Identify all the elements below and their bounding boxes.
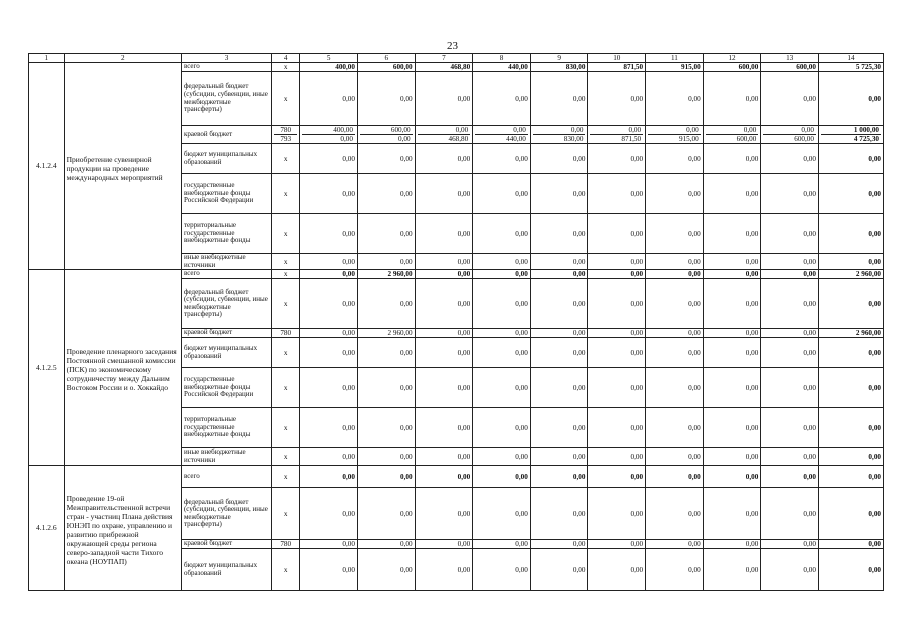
budget-code [272,126,300,144]
year-value: 0,00 [530,540,588,549]
total-value: 0,00 [818,549,883,591]
year-value: 400,00 [300,63,358,72]
year-value: 0,00 [703,466,761,488]
total-value: 0,00 [818,279,883,329]
year-value: 0,00 [646,279,704,329]
year-value: 0,00 [761,338,819,368]
budget-code: х [272,368,300,408]
funding-source: иные внебюджетные источники [181,254,271,270]
year-value: 0,00 [588,448,646,466]
year-value: 0,00 [300,549,358,591]
year-value: 0,00 [588,174,646,214]
year-value: 600,00 [761,63,819,72]
year-value: 0,00 [473,338,531,368]
funding-source: иные внебюджетные источники [181,448,271,466]
column-number: 1 [29,54,65,63]
year-value: 0,00 [530,174,588,214]
year-value: 0,00 [646,488,704,540]
year-value-part: 600,00 [360,126,413,135]
year-value: 0,00 [761,549,819,591]
section-name: Проведение пленарного заседания Постоянной смешанной комиссии (ПСК) по экономическому сотрудничеству между Дальним Востоком России и о. Хоккайдо [64,270,181,466]
year-value: 0,00 [473,488,531,540]
total-value: 0,00 [818,144,883,174]
funding-source: всего [181,466,271,488]
year-value: 0,00 [473,329,531,338]
year-value [357,126,415,144]
year-value-part: 871,50 [621,135,642,143]
year-value: 0,00 [761,214,819,254]
year-value: 0,00 [357,254,415,270]
year-value: 0,00 [703,549,761,591]
budget-code: х [272,72,300,126]
funding-source: территориальные государственные внебюджетные фонды [181,214,271,254]
year-value: 0,00 [703,338,761,368]
year-value: 0,00 [588,549,646,591]
year-value: 0,00 [530,214,588,254]
section-name: Приобретение сувенирной продукции на проведение международных мероприятий [64,63,181,270]
year-value: 0,00 [473,368,531,408]
year-value: 0,00 [761,408,819,448]
column-number: 14 [818,54,883,63]
total-value-part: 1 000,00 [821,126,881,135]
year-value: 0,00 [415,466,473,488]
year-value: 0,00 [646,549,704,591]
year-value: 0,00 [473,448,531,466]
year-value: 0,00 [703,448,761,466]
year-value: 0,00 [473,270,531,279]
total-value: 0,00 [818,488,883,540]
year-value: 0,00 [473,72,531,126]
total-value-part: 4 725,30 [853,135,879,143]
year-value-part: 0,00 [475,126,528,135]
year-value: 0,00 [415,540,473,549]
year-value: 0,00 [588,254,646,270]
year-value: 0,00 [300,338,358,368]
year-value: 0,00 [646,329,704,338]
year-value: 0,00 [530,329,588,338]
section-code: 4.1.2.6 [29,466,65,591]
year-value: 0,00 [300,279,358,329]
column-number: 11 [646,54,704,63]
year-value: 0,00 [761,466,819,488]
year-value: 0,00 [415,144,473,174]
year-value: 0,00 [761,144,819,174]
year-value: 915,00 [646,63,704,72]
year-value: 0,00 [357,408,415,448]
budget-code: х [272,338,300,368]
total-value: 0,00 [818,254,883,270]
year-value: 0,00 [300,368,358,408]
table-row [29,270,884,279]
year-value: 0,00 [646,466,704,488]
budget-code: х [272,254,300,270]
year-value: 0,00 [588,368,646,408]
funding-source: государственные внебюджетные фонды Российской Федерации [181,174,271,214]
year-value: 0,00 [703,214,761,254]
year-value: 0,00 [761,448,819,466]
year-value: 0,00 [415,408,473,448]
year-value-part: 0,00 [706,126,759,135]
total-value: 0,00 [818,214,883,254]
year-value: 0,00 [473,540,531,549]
year-value: 0,00 [357,368,415,408]
year-value: 0,00 [415,338,473,368]
year-value: 0,00 [473,466,531,488]
year-value: 0,00 [300,329,358,338]
year-value: 0,00 [530,466,588,488]
total-value: 0,00 [818,174,883,214]
year-value-part: 0,00 [590,126,643,135]
funding-source: краевой бюджет [181,329,271,338]
year-value [300,126,358,144]
year-value-part: 830,00 [563,135,584,143]
budget-code: х [272,488,300,540]
year-value: 0,00 [530,279,588,329]
year-value: 0,00 [415,448,473,466]
budget-code: х [272,144,300,174]
year-value: 0,00 [646,270,704,279]
funding-source: бюджет муниципальных образований [181,144,271,174]
year-value: 0,00 [588,408,646,448]
year-value: 0,00 [473,279,531,329]
year-value: 0,00 [646,540,704,549]
year-value: 0,00 [473,174,531,214]
year-value: 0,00 [300,408,358,448]
year-value: 0,00 [646,448,704,466]
budget-code-part: 793 [280,135,292,143]
section-code: 4.1.2.4 [29,63,65,270]
year-value: 0,00 [646,174,704,214]
total-value: 0,00 [818,448,883,466]
budget-code: х [272,270,300,279]
year-value: 0,00 [588,488,646,540]
year-value [473,126,531,144]
total-value: 0,00 [818,368,883,408]
year-value: 0,00 [588,540,646,549]
table-row [29,466,884,488]
year-value-part: 600,00 [794,135,814,143]
funding-source: краевой бюджет [181,540,271,549]
year-value-part: 0,00 [763,126,816,135]
year-value: 0,00 [300,270,358,279]
year-value-part: 400,00 [302,126,355,135]
budget-code: х [272,174,300,214]
column-number: 2 [64,54,181,63]
total-value: 2 960,00 [818,270,883,279]
budget-code: 780 [272,540,300,549]
year-value: 0,00 [473,144,531,174]
year-value: 0,00 [300,466,358,488]
year-value: 0,00 [588,270,646,279]
year-value: 468,80 [415,63,473,72]
column-number: 6 [357,54,415,63]
year-value: 0,00 [703,488,761,540]
year-value: 0,00 [703,408,761,448]
funding-source: всего [181,270,271,279]
budget-code: х [272,466,300,488]
year-value: 0,00 [703,279,761,329]
year-value [703,126,761,144]
year-value: 0,00 [300,488,358,540]
year-value: 0,00 [761,72,819,126]
year-value: 0,00 [761,488,819,540]
funding-source: бюджет муниципальных образований [181,338,271,368]
year-value: 0,00 [761,540,819,549]
year-value-part: 0,00 [340,135,353,143]
year-value: 0,00 [300,448,358,466]
year-value: 0,00 [300,540,358,549]
year-value: 0,00 [703,329,761,338]
year-value: 0,00 [357,466,415,488]
year-value: 0,00 [588,338,646,368]
year-value: 0,00 [415,368,473,408]
year-value [646,126,704,144]
page-number: 23 [447,40,458,52]
year-value: 0,00 [473,549,531,591]
year-value: 0,00 [473,214,531,254]
year-value: 0,00 [761,270,819,279]
year-value: 0,00 [357,72,415,126]
total-value: 0,00 [818,72,883,126]
year-value: 0,00 [588,279,646,329]
year-value: 0,00 [357,549,415,591]
total-value: 0,00 [818,466,883,488]
year-value: 0,00 [415,279,473,329]
year-value: 0,00 [588,329,646,338]
year-value: 0,00 [646,72,704,126]
year-value: 0,00 [357,338,415,368]
year-value: 0,00 [646,368,704,408]
year-value-part: 468,80 [448,135,469,143]
year-value: 0,00 [588,466,646,488]
total-value: 0,00 [818,408,883,448]
year-value: 0,00 [530,368,588,408]
year-value: 0,00 [473,254,531,270]
year-value: 0,00 [357,214,415,254]
year-value: 0,00 [530,408,588,448]
year-value: 0,00 [646,144,704,174]
year-value: 0,00 [761,329,819,338]
year-value: 0,00 [703,368,761,408]
table-row [29,63,884,72]
year-value-part: 915,00 [678,135,699,143]
year-value: 0,00 [357,279,415,329]
year-value: 830,00 [530,63,588,72]
year-value: 0,00 [530,72,588,126]
year-value: 0,00 [300,214,358,254]
year-value [415,126,473,144]
header-row [29,54,884,63]
year-value: 871,50 [588,63,646,72]
year-value: 0,00 [703,144,761,174]
year-value: 0,00 [473,408,531,448]
section-code: 4.1.2.5 [29,270,65,466]
year-value: 0,00 [703,174,761,214]
total-value: 2 960,00 [818,329,883,338]
budget-code-part: 780 [274,126,297,135]
year-value: 0,00 [588,144,646,174]
year-value: 2 960,00 [357,329,415,338]
funding-source: федеральный бюджет (субсидии, субвенции, иные межбюджетные трансферты) [181,72,271,126]
year-value: 0,00 [530,549,588,591]
budget-code: х [272,549,300,591]
year-value: 0,00 [703,270,761,279]
year-value: 0,00 [415,549,473,591]
year-value: 0,00 [530,488,588,540]
year-value: 0,00 [588,214,646,254]
funding-source: краевой бюджет [181,126,271,144]
year-value: 0,00 [357,448,415,466]
funding-source: федеральный бюджет (субсидии, субвенции, иные межбюджетные трансферты) [181,279,271,329]
funding-source: государственные внебюджетные фонды Российской Федерации [181,368,271,408]
funding-source: бюджет муниципальных образований [181,549,271,591]
year-value: 0,00 [300,144,358,174]
year-value: 0,00 [357,488,415,540]
funding-source: федеральный бюджет (субсидии, субвенции, иные межбюджетные трансферты) [181,488,271,540]
year-value: 0,00 [357,144,415,174]
year-value: 0,00 [415,254,473,270]
year-value: 0,00 [415,174,473,214]
year-value [530,126,588,144]
column-number: 9 [530,54,588,63]
budget-table [28,53,884,591]
year-value: 0,00 [530,448,588,466]
column-number: 7 [415,54,473,63]
year-value: 0,00 [646,408,704,448]
year-value-part: 0,00 [533,126,586,135]
year-value: 0,00 [588,72,646,126]
year-value: 0,00 [357,540,415,549]
column-number: 13 [761,54,819,63]
year-value: 0,00 [300,174,358,214]
section-name: Проведение 19-ой Межправительственной встречи стран - участниц Плана действия ЮНЭП по охране, управлению и развитию прибрежной окружающей среды региона северо-западной части Тихого океана (НОУПАП) [64,466,181,591]
year-value: 0,00 [646,254,704,270]
budget-code: х [272,408,300,448]
year-value: 0,00 [415,270,473,279]
column-number: 5 [300,54,358,63]
year-value: 0,00 [530,270,588,279]
year-value: 600,00 [703,63,761,72]
year-value: 0,00 [415,214,473,254]
year-value: 2 960,00 [357,270,415,279]
budget-code: х [272,214,300,254]
column-number: 12 [703,54,761,63]
budget-code: х [272,63,300,72]
column-number: 3 [181,54,271,63]
year-value-part: 0,00 [648,126,701,135]
total-value: 0,00 [818,540,883,549]
total-value [818,126,883,144]
year-value [588,126,646,144]
year-value: 0,00 [357,174,415,214]
year-value: 0,00 [761,368,819,408]
year-value-part: 0,00 [418,126,471,135]
budget-code: х [272,448,300,466]
year-value: 600,00 [357,63,415,72]
funding-source: всего [181,63,271,72]
year-value [761,126,819,144]
year-value: 0,00 [761,174,819,214]
year-value: 0,00 [703,72,761,126]
column-number: 8 [473,54,531,63]
year-value-part: 0,00 [398,135,411,143]
year-value: 0,00 [530,338,588,368]
year-value: 0,00 [761,279,819,329]
year-value: 0,00 [646,338,704,368]
column-number: 4 [272,54,300,63]
year-value: 0,00 [703,254,761,270]
total-value: 5 725,30 [818,63,883,72]
funding-source: территориальные государственные внебюджетные фонды [181,408,271,448]
year-value: 0,00 [415,488,473,540]
year-value: 0,00 [530,144,588,174]
year-value: 0,00 [703,540,761,549]
year-value: 0,00 [300,254,358,270]
year-value: 440,00 [473,63,531,72]
column-number: 10 [588,54,646,63]
year-value: 0,00 [415,72,473,126]
year-value: 0,00 [530,254,588,270]
year-value-part: 600,00 [736,135,757,143]
total-value: 0,00 [818,338,883,368]
year-value: 0,00 [415,329,473,338]
year-value: 0,00 [646,214,704,254]
year-value: 0,00 [761,254,819,270]
year-value: 0,00 [300,72,358,126]
year-value-part: 440,00 [506,135,526,143]
budget-code: х [272,279,300,329]
budget-code: 780 [272,329,300,338]
